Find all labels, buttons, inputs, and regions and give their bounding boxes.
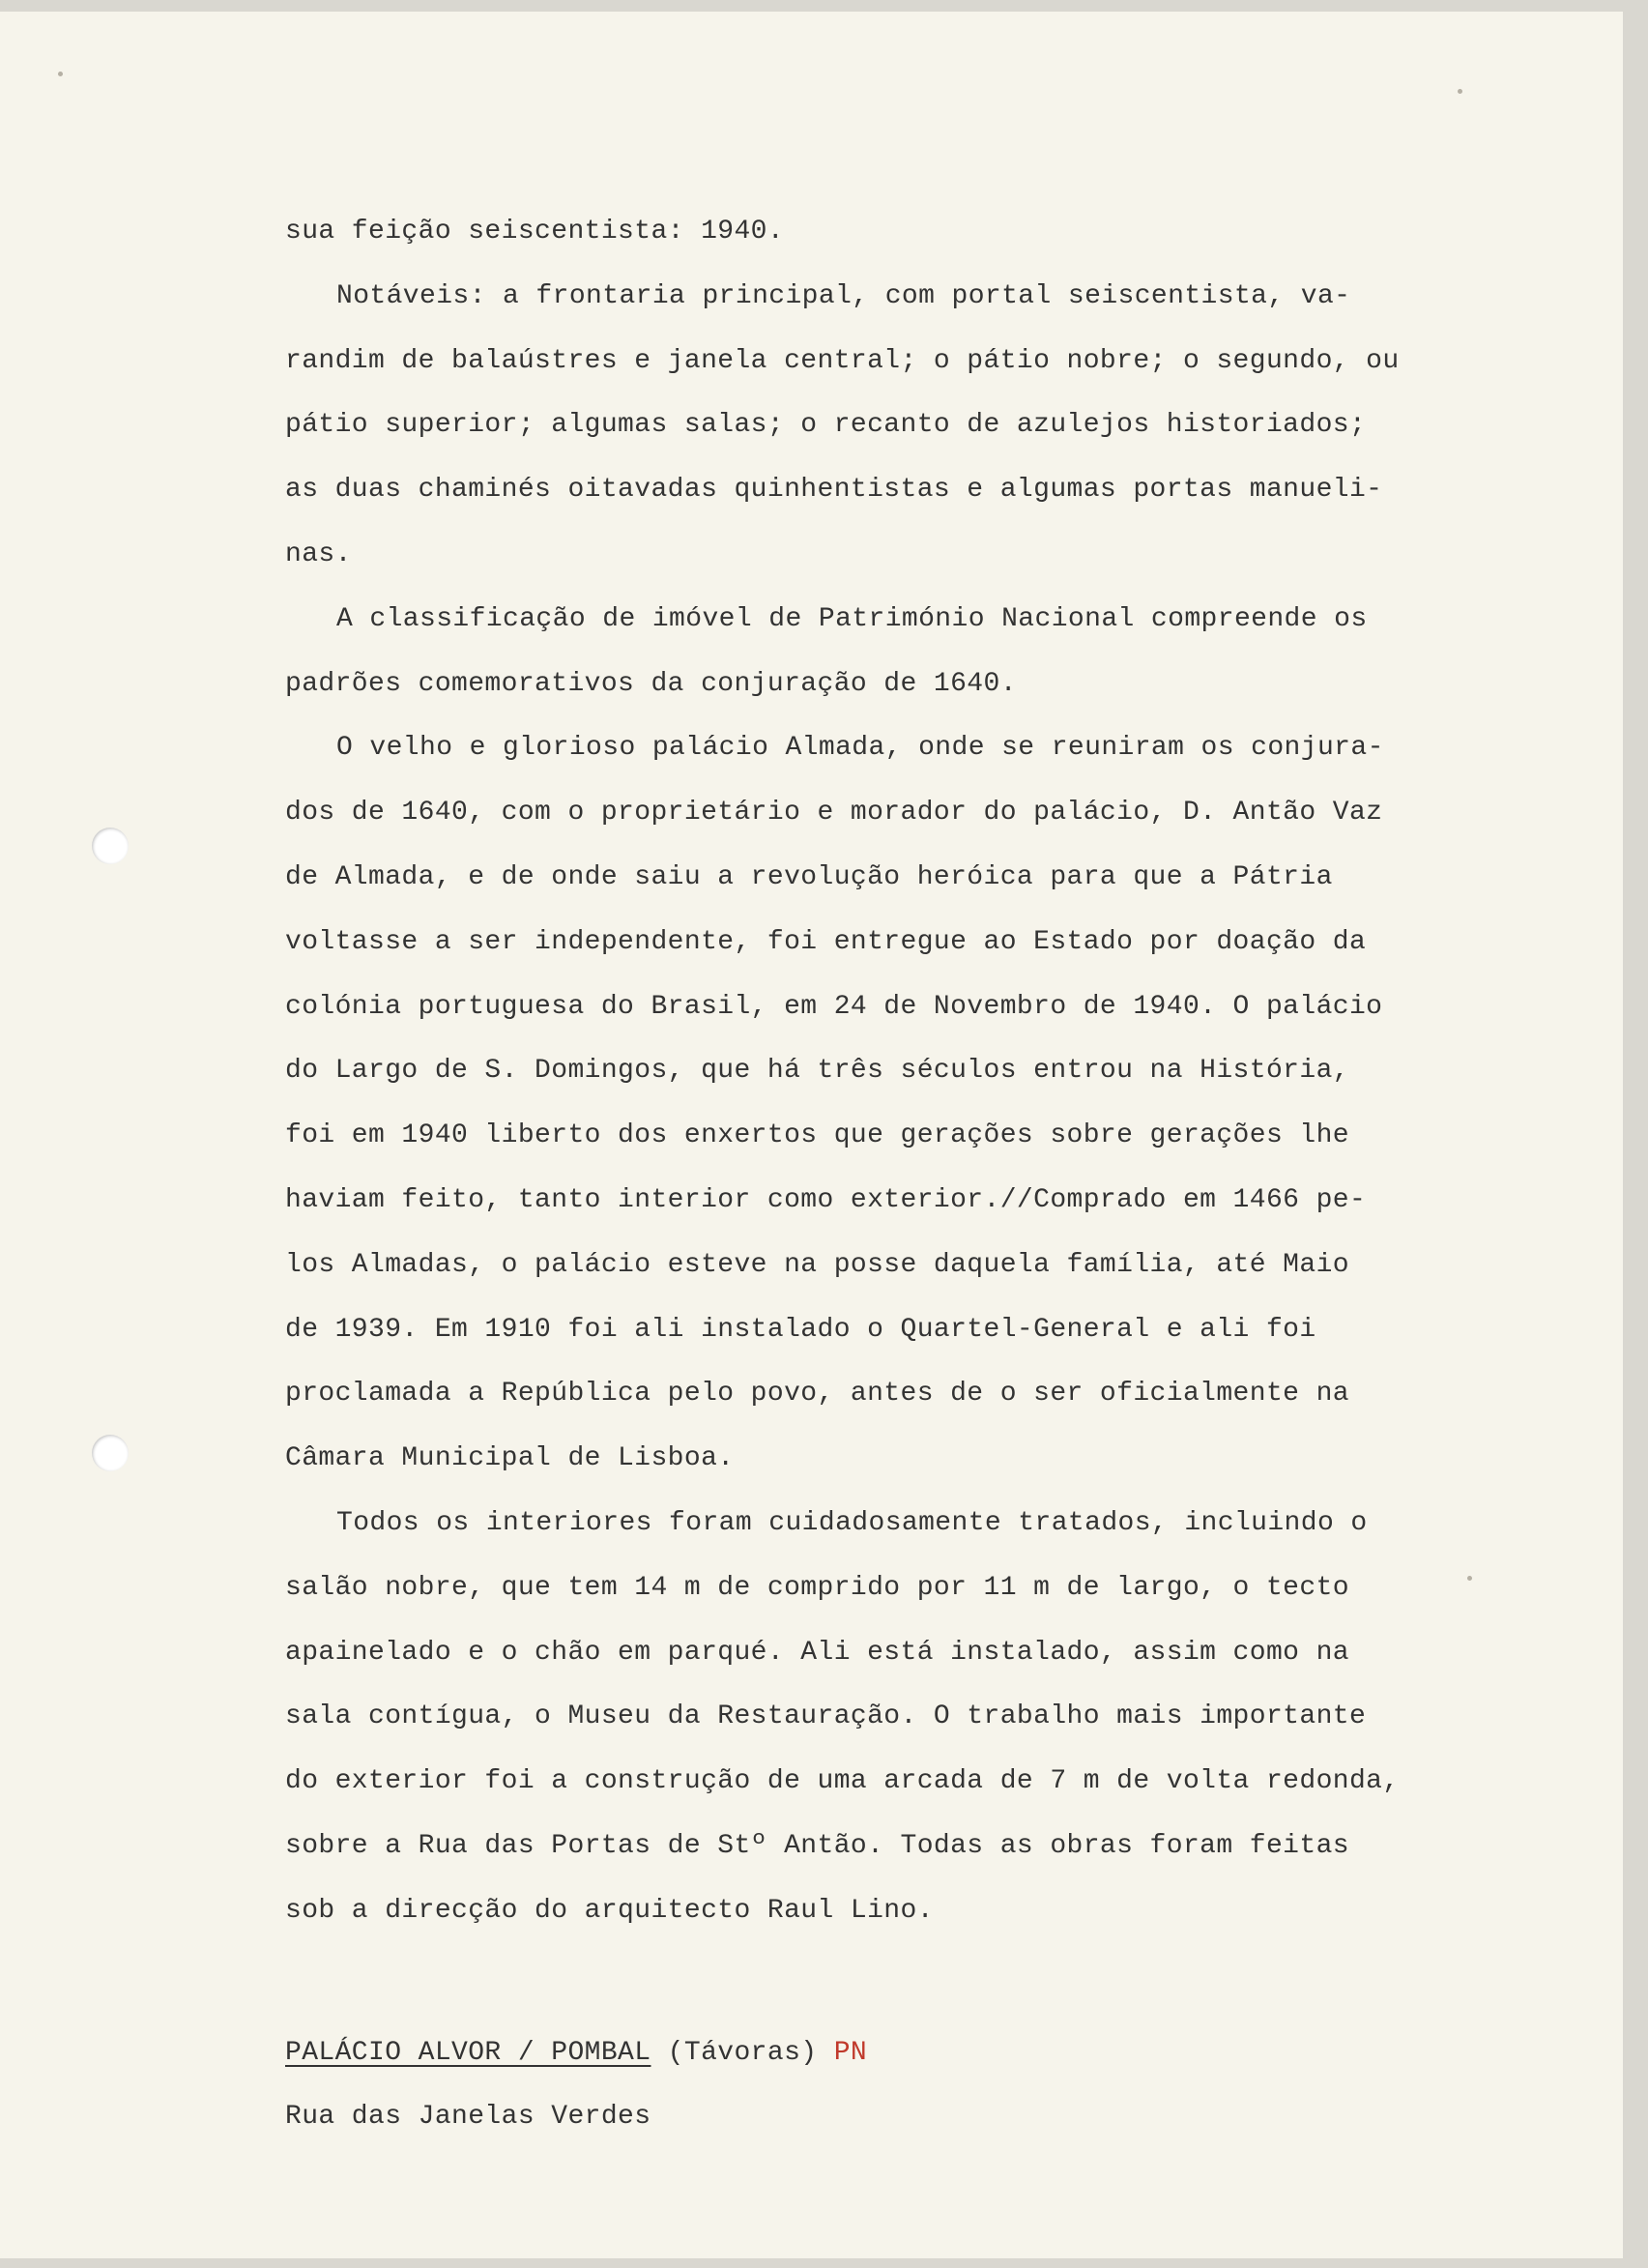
text-line: Notáveis: a frontaria principal, com portal seiscentista, va- [336, 280, 1351, 311]
text-line: padrões comemorativos da conjuração de 1640. [285, 668, 1017, 699]
text-line: colónia portuguesa do Brasil, em 24 de Novembro de 1940. O palácio [285, 991, 1383, 1022]
text-line: apainelado e o chão em parqué. Ali está instalado, assim como na [285, 1637, 1349, 1668]
text-line: salão nobre, que tem 14 m de comprido por 11 m de largo, o tecto [285, 1572, 1349, 1603]
text-line: pátio superior; algumas salas; o recanto de azulejos historiados; [285, 410, 1367, 441]
address-line: Rua das Janelas Verdes [285, 2102, 651, 2133]
text-line: sala contígua, o Museu da Restauração. O trabalho mais importante [285, 1701, 1367, 1732]
text-line: O velho e glorioso palácio Almada, onde se reuniram os conjura- [336, 733, 1384, 764]
text-line: de 1939. Em 1910 foi ali instalado o Quartel-General e ali foi [285, 1314, 1316, 1345]
document-body [285, 200, 1455, 2150]
text-line: foi em 1940 liberto dos enxertos que gerações sobre gerações lhe [285, 1120, 1349, 1151]
text-line: proclamada a República pelo povo, antes de o ser oficialmente na [285, 1379, 1349, 1410]
paper-speck [1467, 1576, 1472, 1581]
heading-subtitle: (Távoras) [651, 2037, 834, 2068]
text-line: de Almada, e de onde saiu a revolução heróica para que a Pátria [285, 861, 1333, 892]
punch-hole-top [92, 828, 129, 864]
text-line: as duas chaminés oitavadas quinhentistas e algumas portas manueli- [285, 475, 1383, 506]
text-line: nas. [285, 538, 352, 569]
text-line: randim de balaústres e janela central; o pátio nobre; o segundo, ou [285, 345, 1400, 376]
section-heading [285, 2021, 1455, 2086]
text-line: los Almadas, o palácio esteve na posse daquela família, até Maio [285, 1249, 1349, 1280]
heading-title: PALÁCIO ALVOR / POMBAL [285, 2037, 651, 2068]
punch-hole-bottom [92, 1435, 129, 1471]
text-line: voltasse a ser independente, foi entregue ao Estado por doação da [285, 926, 1367, 957]
section-gap [285, 1944, 1455, 2021]
text-line: dos de 1640, com o proprietário e morador do palácio, D. Antão Vaz [285, 798, 1383, 829]
text-line: sua feição seiscentista: 1940. [285, 217, 785, 247]
text-line: sob a direcção do arquitecto Raul Lino. [285, 1895, 934, 1926]
text-line: Todos os interiores foram cuidadosamente tratados, incluindo o [336, 1507, 1368, 1538]
paper-speck [1458, 89, 1462, 94]
text-line: A classificação de imóvel de Património Nacional compreende os [336, 603, 1368, 634]
text-line: sobre a Rua das Portas de Stº Antão. Todas as obras foram feitas [285, 1830, 1349, 1861]
text-line: do exterior foi a construção de uma arcada de 7 m de volta redonda, [285, 1766, 1400, 1797]
text-line: do Largo de S. Domingos, que há três séculos entrou na História, [285, 1056, 1349, 1087]
text-line: haviam feito, tanto interior como exterior.//Comprado em 1466 pe- [285, 1184, 1367, 1215]
text-line: Câmara Municipal de Lisboa. [285, 1443, 735, 1474]
heritage-badge: PN [833, 2037, 868, 2068]
paper-speck [58, 72, 63, 76]
